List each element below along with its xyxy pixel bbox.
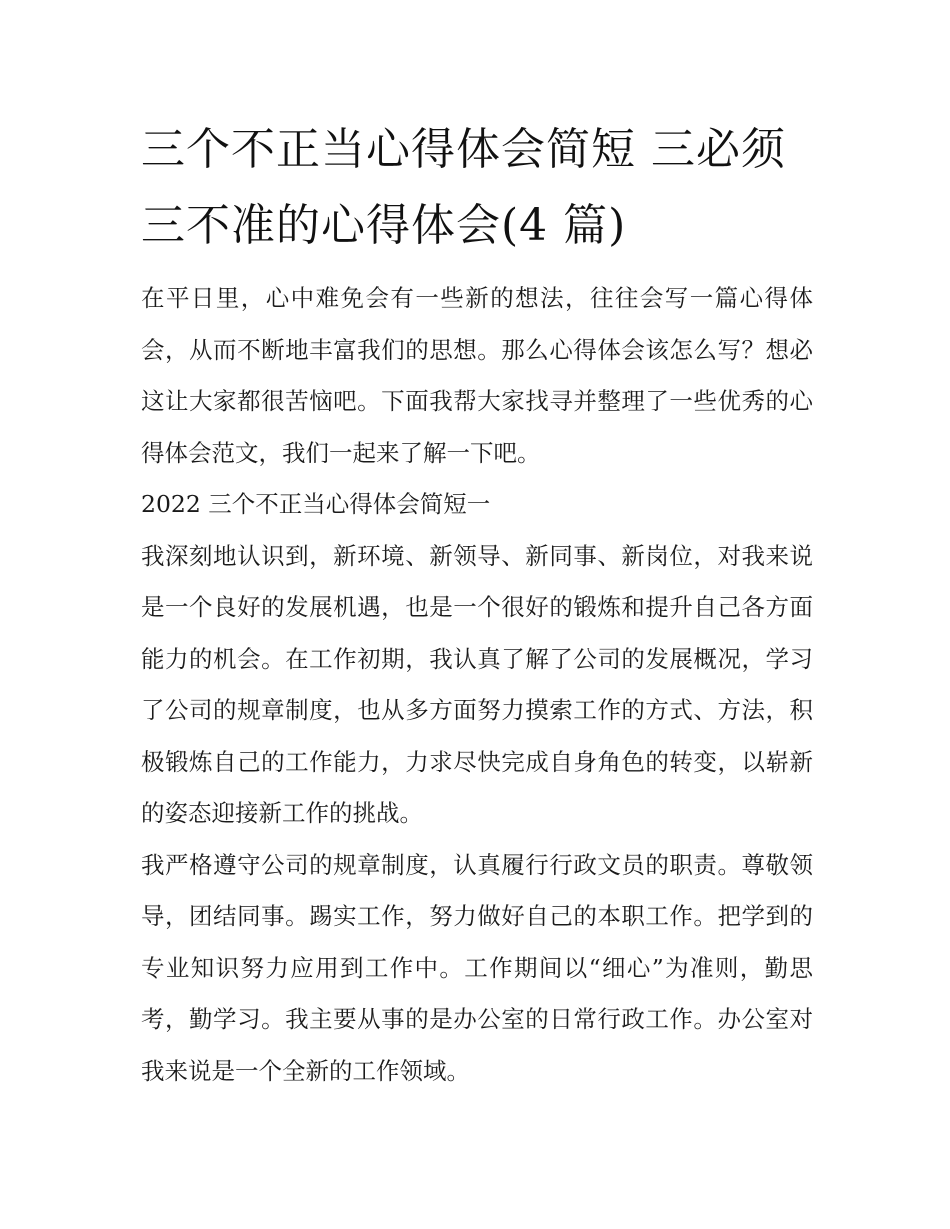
section-heading: 2022 三个不正当心得体会简短一 (141, 490, 491, 518)
body-paragraph-2: 我严格遵守公司的规章制度，认真履行行政文员的职责。尊敬领导，团结同事。踢实工作，努力做好自己的本职工作。把学到的专业知识努力应用到工作中。工作期间以“细心”为准则，勤思考，勤学习。我主要从事的是办公室的日常行政工作。办公室对我来说是一个全新的工作领域。 (141, 850, 813, 1085)
intro-paragraph: 在平日里，心中难免会有一些新的想法，往往会写一篇心得体会，从而不断地丰富我们的思想。那么心得体会该怎么写？想必这让大家都很苦恼吧。下面我帮大家找寻并整理了一些优秀的心得体会范文，我们一起来了解一下吧。 (141, 284, 813, 467)
body-paragraph-1: 我深刻地认识到，新环境、新领导、新同事、新岗位，对我来说是一个良好的发展机遇，也是一个很好的锻炼和提升自己各方面能力的机会。在工作初期，我认真了解了公司的发展概况，学习了公司的规章制度，也从多方面努力摸索工作的方式、方法，积极锻炼自己的工作能力，力求尽快完成自身角色的转变，以崭新的姿态迎接新工作的挑战。 (141, 541, 813, 827)
document-title: 三个不正当心得体会简短 三必须三不准的心得体会(4 篇) (141, 124, 786, 251)
document-body (141, 112, 813, 1097)
